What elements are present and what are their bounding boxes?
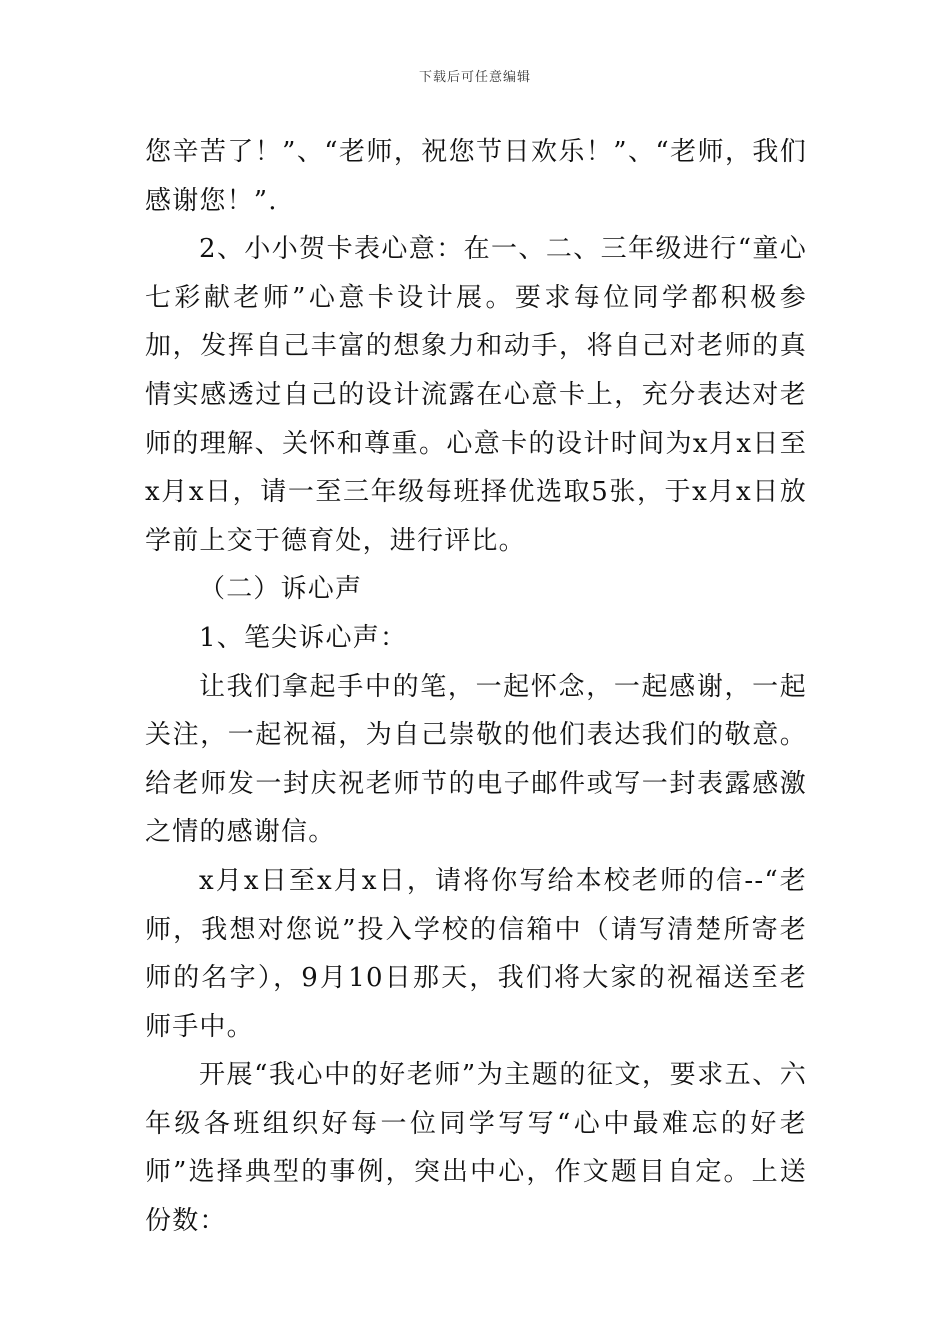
section-heading: （二）诉心声 [199,574,363,605]
paragraph-letters: 让我们拿起手中的笔，一起怀念，一起感谢，一起关注，一起祝福，为自己崇敬的他们表达我们的敬意。给老师发一封庆祝老师节的电子邮件或写一封表露感激之情的感谢信。 [145,671,807,848]
subsection-heading: 1、笔尖诉心声： [199,622,408,653]
paragraph-essay: 开展“我心中的好老师”为主题的征文，要求五、六年级各班组织好每一位同学写写“心中最难忘的好老师”选择典型的事例，突出中心，作文题目自定。上送份数： [145,1060,807,1237]
paragraph-mailbox: x月x日至x月x日，请将你写给本校老师的信--“老师，我想对您说”投入学校的信箱中（请写清楚所寄老师的名字），9月10日那天，我们将大家的祝福送至老师手中。 [145,865,807,1042]
header-note: 下载后可任意编辑 [418,70,531,85]
paragraph-greetings: 您辛苦了！”、“老师，祝您节日欢乐！”、“老师，我们感谢您！”. [145,137,807,216]
paragraph-greeting-cards: 2、小小贺卡表心意：在一、二、三年级进行“童心七彩献老师”心意卡设计展。要求每位同学都积极参加，发挥自己丰富的想象力和动手，将自己对老师的真情实感透过自己的设计流露在心意卡上，充分表达对老师的理解、关怀和尊重。心意卡的设计时间为x月x日至x月x日，请一至三年级每班择优选取5张，于x月x日放学前上交于德育处，进行评比。 [145,234,807,556]
document-body [145,128,807,1246]
